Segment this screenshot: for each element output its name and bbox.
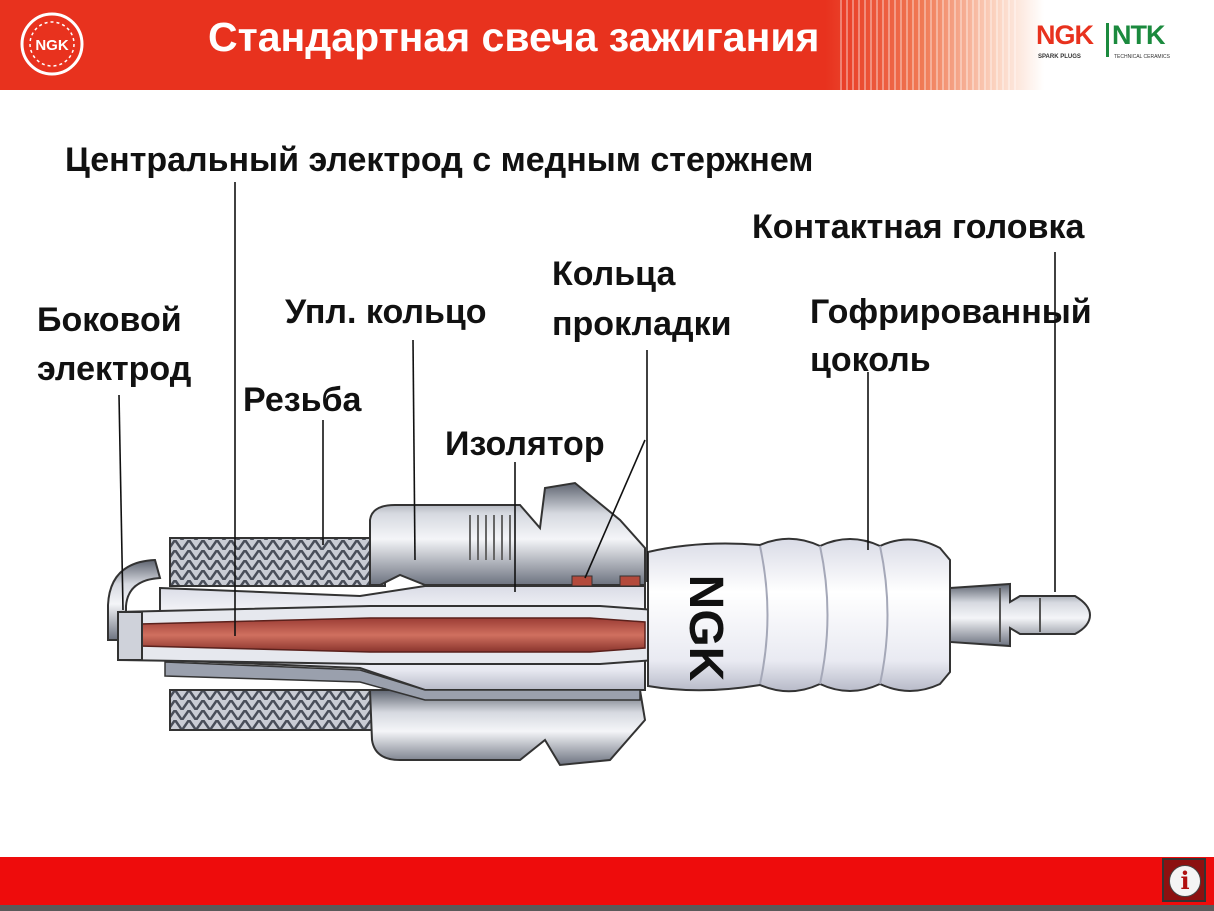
thread-upper [170, 538, 385, 586]
label-side-electrode-line1: Боковой [37, 301, 182, 339]
gasket-ring-2 [620, 576, 640, 586]
label-terminal: Контактная головка [752, 208, 1085, 246]
label-ribs-line2: цоколь [810, 341, 931, 379]
gasket-ring-1 [572, 576, 592, 586]
footer-bar [0, 857, 1214, 905]
plug-ngk-text: NGK [679, 574, 732, 682]
footer-edge [0, 905, 1214, 911]
copper-core [140, 618, 645, 652]
brand-ntk-text: NTK [1112, 20, 1165, 50]
shell-lower [370, 690, 645, 765]
terminal-shape [950, 584, 1090, 646]
electrode-tip [118, 612, 142, 660]
thread-lower [170, 690, 385, 730]
label-insulator: Изолятор [445, 425, 605, 463]
brand-ngk-subtitle: SPARK PLUGS [1038, 54, 1081, 60]
page-title: Стандартная свеча зажигания [208, 14, 820, 60]
label-ribs-line1: Гофрированный [810, 293, 1092, 331]
info-icon: i [1169, 865, 1201, 897]
label-thread: Резьба [243, 381, 362, 419]
logo-text: NGK [35, 37, 69, 54]
brand-ntk-subtitle: TECHNICAL CERAMICS [1114, 54, 1170, 60]
label-rings-line2: прокладки [552, 305, 732, 343]
info-button[interactable] [1162, 858, 1206, 902]
brand-ngk-text: NGK [1036, 20, 1093, 50]
label-rings-line1: Кольца [552, 255, 676, 293]
label-gasket: Упл. кольцо [285, 293, 487, 331]
label-central-electrode: Центральный электрод с медным стержнем [65, 141, 814, 179]
label-side-electrode-line2: электрод [37, 350, 192, 388]
